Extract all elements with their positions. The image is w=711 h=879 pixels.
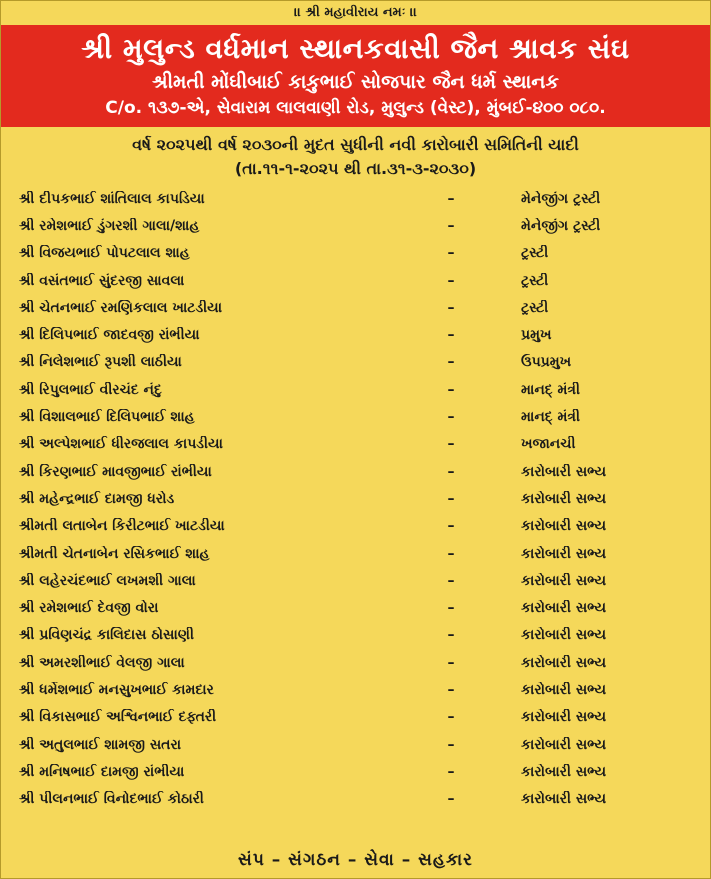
member-name: શ્રી અમરશીભાઈ વેલજી ગાલા [19, 654, 185, 671]
member-separator: – [447, 600, 455, 617]
member-name: શ્રી મહેન્દ્રભાઈ દામજી ધરોડ [19, 490, 175, 507]
member-role: મેનેજીંગ ટ્રસ્ટી [521, 217, 601, 234]
member-separator: – [447, 736, 455, 753]
member-row [1, 485, 710, 512]
member-name: શ્રી દિલિપભાઈ જાદવજી રાંભીયા [19, 327, 200, 344]
member-row [1, 676, 710, 703]
member-row [1, 540, 710, 567]
member-role: કારોબારી સભ્ય [521, 681, 607, 698]
member-separator: – [447, 190, 455, 207]
member-role: માનદ્ મંત્રી [521, 381, 580, 398]
member-separator: – [447, 490, 455, 507]
member-separator: – [447, 354, 455, 371]
member-row [1, 321, 710, 348]
member-name: શ્રી ધર્મેશભાઈ મનસુખભાઈ કામદાર [19, 681, 214, 698]
member-row [1, 349, 710, 376]
member-role: કારોબારી સભ્ય [521, 654, 607, 671]
member-name: શ્રી દીપકભાઈ શાંતિલાલ કાપડિયા [19, 190, 205, 207]
member-name: શ્રી નિલેશભાઈ રૂપશી લાઠીયા [19, 354, 182, 371]
member-row [1, 622, 710, 649]
member-role: કારોબારી સભ્ય [521, 463, 607, 480]
member-separator: – [447, 545, 455, 562]
committee-title: વર્ષ ૨૦૨૫થી વર્ષ ૨૦૩૦ની મુદત સુધીની નવી કારોબારી સમિતિની યાદી [132, 135, 579, 154]
member-separator: – [447, 381, 455, 398]
member-name: શ્રી રમેશભાઈ દેવજી વોરા [19, 600, 159, 617]
member-role: કારોબારી સભ્ય [521, 709, 607, 726]
member-row [1, 458, 710, 485]
member-list [1, 185, 710, 813]
member-row [1, 731, 710, 758]
member-role: માનદ્ મંત્રી [521, 409, 580, 426]
member-separator: – [447, 791, 455, 808]
member-name: શ્રી રિપુલભાઈ વીરચંદ નંદુ [19, 381, 162, 398]
member-role: પ્રમુખ [521, 327, 552, 344]
member-name: શ્રીમતી ચેતનાબેન રસિકભાઈ શાહ [19, 545, 210, 562]
member-role: કારોબારી સભ્ય [521, 518, 607, 535]
member-separator: – [447, 327, 455, 344]
member-name: શ્રી ચેતનભાઈ રમણિકલાલ ખાટડીયા [19, 299, 223, 316]
member-row [1, 704, 710, 731]
member-name: શ્રી રમેશભાઈ ડુંગરશી ગાલા/શાહ [19, 217, 200, 234]
member-name: શ્રીમતી લતાબેન કિરીટભાઈ ખાટડીયા [19, 518, 225, 535]
member-row [1, 513, 710, 540]
member-separator: – [447, 217, 455, 234]
member-separator: – [447, 709, 455, 726]
member-name: શ્રી અલ્પેશભાઈ ધીરજલાલ કાપડીયા [19, 436, 223, 453]
address-line: C/o. ૧૩૭-એ, સેવારામ લાલવાણી રોડ, મુલુન્ડ (વેસ્ટ), મુંબઈ-૪૦૦ ૦૮૦. [105, 98, 606, 118]
member-role: ઉપપ્રમુખ [521, 354, 572, 371]
member-name: શ્રી વિજયભાઈ પોપટલાલ શાહ [19, 245, 190, 262]
member-role: મેનેજીંગ ટ્રસ્ટી [521, 190, 601, 207]
member-role: કારોબારી સભ્ય [521, 600, 607, 617]
member-row [1, 267, 710, 294]
member-row [1, 758, 710, 785]
member-row [1, 376, 710, 403]
member-role: કારોબારી સભ્ય [521, 572, 607, 589]
member-role: ટ્રસ્ટી [521, 272, 549, 289]
member-role: કારોબારી સભ્ય [521, 791, 607, 808]
member-separator: – [447, 245, 455, 262]
member-row [1, 294, 710, 321]
member-role: કારોબારી સભ્ય [521, 763, 607, 780]
member-separator: – [447, 299, 455, 316]
member-separator: – [447, 654, 455, 671]
member-role: કારોબારી સભ્ય [521, 627, 607, 644]
member-name: શ્રી અતુલભાઈ શામજી સતરા [19, 736, 182, 753]
member-role: કારોબારી સભ્ય [521, 490, 607, 507]
member-separator: – [447, 463, 455, 480]
member-name: શ્રી મનિષભાઈ દામજી રાંભીયા [19, 763, 185, 780]
member-separator: – [447, 518, 455, 535]
member-row [1, 567, 710, 594]
member-name: શ્રી લહેરચંદભાઈ લખમશી ગાલા [19, 572, 196, 589]
member-separator: – [447, 681, 455, 698]
member-row [1, 185, 710, 212]
member-separator: – [447, 436, 455, 453]
member-row [1, 431, 710, 458]
member-row [1, 786, 710, 813]
member-separator: – [447, 409, 455, 426]
member-role: કારોબારી સભ્ય [521, 545, 607, 562]
sthanak-subtitle: શ્રીમતી મોંઘીબાઈ કાકુભાઈ સોજપાર જૈન ધર્મ સ્થાનક [152, 71, 559, 93]
committee-heading [1, 127, 710, 181]
member-row [1, 403, 710, 430]
member-row [1, 594, 710, 621]
member-role: ખજાનચી [521, 436, 576, 453]
member-name: શ્રી પ્રવિણચંદ્ર કાલિદાસ ઠોસાણી [19, 627, 194, 644]
member-role: ટ્રસ્ટી [521, 245, 549, 262]
member-separator: – [447, 763, 455, 780]
member-separator: – [447, 272, 455, 289]
member-name: શ્રી વિકાસભાઈ અશ્વિનભાઈ દફ્તરી [19, 709, 217, 726]
member-role: ટ્રસ્ટી [521, 299, 549, 316]
member-name: શ્રી વસંતભાઈ સુંદરજી સાવલા [19, 272, 185, 289]
member-name: શ્રી પીલનભાઈ વિનોદભાઈ કોઠારી [19, 791, 204, 808]
member-row [1, 649, 710, 676]
invocation-line: ।। શ્રી મહાવીરાય નમઃ ।। [1, 1, 710, 25]
committee-dates: (તા.૧૧-૧-૨૦૨૫ થી તા.૩૧-૩-૨૦૩૦) [234, 159, 477, 178]
member-name: શ્રી વિશાલભાઈ દિલિપભાઈ શાહ [19, 409, 195, 426]
member-role: કારોબારી સભ્ય [521, 736, 607, 753]
header-banner [1, 25, 710, 127]
member-row [1, 240, 710, 267]
motto-footer: સંપ – સંગઠન – સેવા – સહકાર [238, 850, 473, 870]
member-separator: – [447, 572, 455, 589]
sangh-title: શ્રી મુલુન્ડ વર્ધમાન સ્થાનકવાસી જૈન શ્રાવક સંઘ [81, 32, 630, 65]
member-separator: – [447, 627, 455, 644]
member-name: શ્રી કિરણભાઈ માવજીભાઈ રાંભીયા [19, 463, 212, 480]
member-row [1, 212, 710, 239]
